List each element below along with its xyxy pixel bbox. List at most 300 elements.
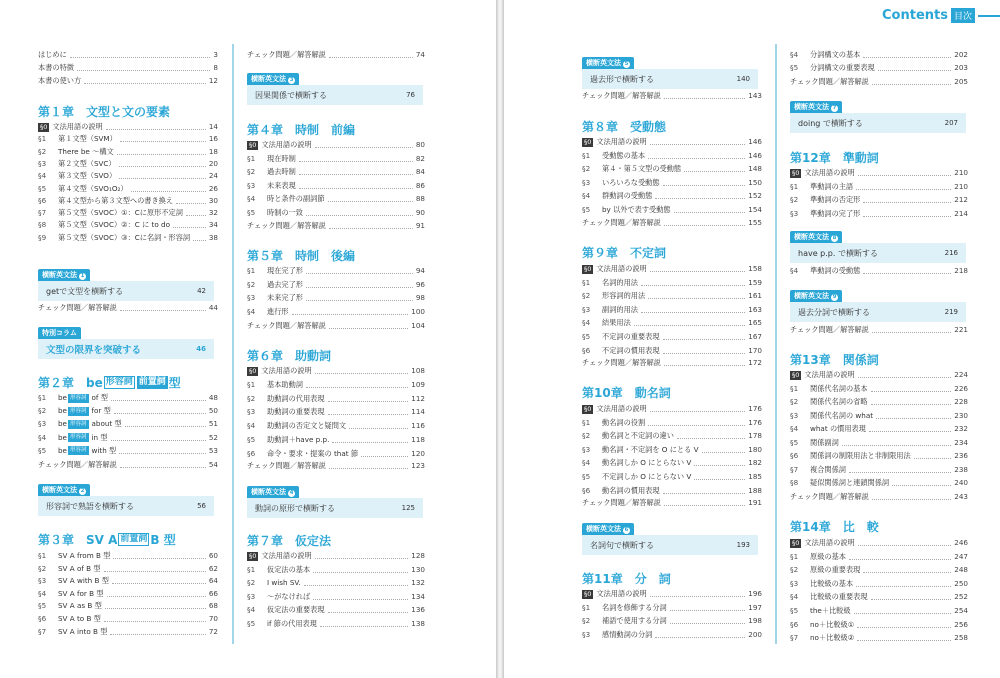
dot-leader [119,178,206,179]
section-number: §2 [582,431,591,441]
page-number: 252 [954,592,968,602]
section-number: §1 [582,150,591,160]
toc-entry[interactable] [790,592,968,602]
entry-text: SV A as B 型 [58,601,102,611]
toc-entry[interactable] [38,159,218,169]
toc-entry[interactable] [38,576,218,586]
section-number: §4 [247,421,256,431]
toc-entry[interactable] [38,460,218,470]
dot-leader [650,144,746,145]
chapter-title: B 型 [150,533,176,547]
entry-text: 現在完了形 [267,266,303,275]
section-number: §2 [582,164,591,173]
section-number: §1 [38,393,47,402]
entry-text: 過去完了形 [267,279,303,289]
page-number: 108 [411,366,425,375]
box-text: 過去形で横断する [590,74,654,84]
section-badge: §0 [40,122,48,131]
box-number: 7 [832,105,837,111]
toc-entry[interactable] [247,50,425,60]
section-number: §2 [38,563,47,573]
chapter-heading[interactable] [247,532,331,549]
section-number: §4 [38,588,47,598]
page-number: 214 [954,208,968,218]
toc-entry[interactable] [790,195,968,205]
box-text: 因果関係で横断する [255,90,327,100]
entry-text: 疑似関係詞と連鎖関係詞 [810,478,890,487]
page-number: 14 [208,122,218,131]
toc-entry[interactable] [247,394,425,404]
entry-text: 不定詞の慣用表現 [602,345,660,355]
toc-entry[interactable] [582,151,762,161]
toc-entry[interactable] [790,182,968,192]
page-number: 154 [748,204,762,214]
toc-entry[interactable] [38,589,218,599]
section-badge: §0 [792,370,800,379]
cross-grammar-label: 横断英文法 [586,525,621,533]
cross-grammar-box[interactable] [38,477,214,516]
toc-entry[interactable] [247,551,425,561]
toc-entry[interactable] [790,209,968,219]
toc-entry[interactable] [582,318,762,328]
entry-text: チェック問題／解答解説 [247,461,326,470]
toc-entry[interactable] [790,325,968,335]
dot-leader [863,273,951,274]
toc-entry[interactable] [38,63,218,73]
cross-grammar-box[interactable] [38,262,214,301]
chapter-heading[interactable] [38,374,181,391]
dot-leader [113,558,205,559]
section-number: §7 [790,633,799,643]
toc-entry[interactable] [247,266,425,276]
toc-entry[interactable] [38,446,218,456]
toc-entry[interactable] [790,478,968,488]
dot-leader [648,158,745,159]
chapter-heading[interactable] [247,347,331,364]
box-page: 125 [401,504,415,512]
toc-entry[interactable] [790,438,968,448]
page-number: 20 [208,158,218,168]
section-number: §5 [247,435,256,444]
entry-text: SV A for B 型 [58,588,104,598]
dot-leader [313,599,408,600]
box-label [247,486,299,498]
page-number: 248 [954,565,968,575]
entry-text: 結果用法 [602,318,631,328]
toc-entry[interactable] [38,393,218,403]
toc-entry[interactable] [790,397,968,407]
page-number: 148 [748,164,762,173]
section-number: §3 [582,629,591,639]
entry-text: what の慣用表現 [810,424,866,433]
dot-leader [858,377,952,378]
chapter-heading[interactable] [38,103,170,120]
page-number: 161 [748,291,762,301]
box-text: getで文型を横断する [46,286,124,296]
page-number: 48 [208,393,218,402]
chapter-heading[interactable] [582,384,671,401]
entry-text: 第５文型（SVOC）②：C に to do [58,220,171,230]
toc-entry[interactable] [38,171,218,181]
toc-entry[interactable] [247,461,425,471]
chapter-heading[interactable] [790,351,879,368]
box-body [38,496,214,516]
section-number: §3 [582,304,591,314]
toc-entry[interactable] [790,411,968,421]
section-number: §5 [38,601,47,611]
toc-entry[interactable] [582,191,762,201]
toc-entry[interactable] [582,445,762,455]
dot-leader [655,198,745,199]
toc-entry[interactable] [247,407,425,417]
page-number: 44 [208,303,218,312]
dot-leader [292,314,409,315]
toc-entry[interactable] [582,218,762,228]
entry-text: 本書の特徴 [38,63,74,72]
box-text: 動詞の原形で横断する [255,503,335,513]
toc-entry[interactable] [582,472,762,482]
chapter-heading[interactable] [790,518,879,535]
entry-text: 文法用語の説明 [261,551,312,560]
toc-entry[interactable] [247,421,425,431]
toc-entry[interactable] [38,433,218,443]
toc-entry[interactable] [582,164,762,174]
toc-entry[interactable] [38,220,218,230]
toc-entry[interactable] [247,154,425,164]
entry-text: 群動詞の受動態 [602,191,653,200]
toc-entry[interactable] [247,293,425,303]
toc-entry[interactable] [790,384,968,394]
toc-entry[interactable] [582,332,762,342]
cross-grammar-box[interactable] [790,283,966,322]
dot-leader [869,431,951,432]
toc-entry[interactable] [582,91,762,101]
chapter-heading[interactable] [247,247,355,264]
page-number: 143 [748,91,762,100]
cross-grammar-box[interactable] [790,94,966,133]
toc-entry[interactable] [582,305,762,315]
page-number: 64 [208,576,218,586]
toc-entry[interactable] [790,633,968,643]
toc-entry[interactable] [582,589,762,599]
page-number: 68 [208,601,218,611]
toc-entry[interactable] [38,614,218,624]
toc-entry[interactable] [582,603,762,613]
toc-entry[interactable] [790,266,968,276]
page-number: 232 [954,424,968,433]
cross-grammar-box[interactable] [582,50,758,89]
entry-text: 関係詞の制限用法と非制限用法 [810,451,911,460]
toc-entry[interactable] [247,321,425,331]
dot-leader [112,583,206,584]
toc-entry[interactable] [247,181,425,191]
toc-entry[interactable] [790,565,968,575]
toc-entry[interactable] [582,137,762,147]
page-number: 30 [208,195,218,205]
cross-grammar-label: 横断英文法 [42,486,77,494]
toc-entry[interactable] [247,592,425,602]
page-number: 188 [748,485,762,495]
toc-entry[interactable] [38,196,218,206]
section-number: §4 [247,306,256,316]
toc-entry[interactable] [582,498,762,508]
section-number: §4 [790,424,799,433]
toc-entry[interactable] [38,134,218,144]
toc-entry[interactable] [247,605,425,615]
toc-entry[interactable] [582,458,762,468]
dot-leader [863,57,951,58]
contents-tag: 目次 [951,8,975,23]
page-number: 203 [954,63,968,73]
dot-leader [328,201,413,202]
toc-entry[interactable] [790,370,968,380]
dot-leader [856,586,951,587]
page-number: 72 [208,626,218,636]
toc-entry[interactable] [582,358,762,368]
dot-leader [871,404,952,405]
entry-text: 感情動詞の分詞 [602,629,653,639]
cross-grammar-box[interactable] [247,66,423,105]
toc-entry[interactable] [790,552,968,562]
page-number: 152 [748,191,762,200]
entry-text: There be ～構文 [58,146,114,156]
toc-entry[interactable] [582,278,762,288]
toc-entry[interactable] [790,63,968,73]
toc-entry[interactable] [247,565,425,575]
toc-entry[interactable] [247,221,425,231]
entry-text: 比較級の重要表現 [810,592,868,602]
page-number: 155 [748,218,762,227]
dot-leader [664,365,745,366]
entry-text: if 節の代用表現 [267,619,317,628]
entry-rest: about 型 [91,419,122,429]
entry-text: be [58,393,67,402]
page-number: 167 [748,332,762,341]
toc-entry[interactable] [582,264,762,274]
dot-leader [670,610,746,611]
toc-entry[interactable] [38,50,218,60]
page-number: 34 [208,220,218,230]
chapter-heading[interactable] [582,244,666,261]
toc-entry[interactable] [790,465,968,475]
entry-text: チェック問題／解答解説 [247,50,326,59]
toc-entry[interactable] [38,208,218,218]
page-number: 8 [213,63,218,72]
dot-leader [663,493,746,494]
chapter-heading[interactable] [38,531,176,548]
cross-grammar-box[interactable] [247,479,423,518]
dot-leader [876,418,951,419]
chapter-heading[interactable] [247,121,355,138]
toc-entry[interactable] [582,346,762,356]
dot-leader [105,608,206,609]
box-text: 名詞句で横断する [590,540,654,550]
section-badge: §0 [249,366,257,375]
section-badge: §0 [792,538,800,547]
section-number: §7 [38,626,47,636]
dot-leader [299,161,413,162]
section-number: §8 [790,478,799,487]
special-column-box[interactable] [38,320,214,359]
dot-leader [872,332,951,333]
toc-entry[interactable] [247,380,425,390]
page-number: 218 [954,266,968,275]
cross-grammar-label: 横断英文法 [42,271,77,279]
section-number: §1 [38,134,47,144]
toc-entry[interactable] [582,431,762,441]
chapter-heading[interactable] [582,118,666,135]
toc-entry[interactable] [38,76,218,86]
toc-entry[interactable] [582,486,762,496]
chapter-heading[interactable] [582,570,671,587]
toc-entry[interactable] [38,601,218,611]
dot-leader [120,310,206,311]
box-label [247,73,299,85]
box-label [582,57,634,69]
section-number: §5 [38,183,47,193]
toc-entry[interactable] [38,406,218,416]
toc-entry[interactable] [247,280,425,290]
entry-text: 文法用語の説明 [52,122,103,131]
dot-leader [349,428,408,429]
page-number: 82 [415,153,425,163]
toc-entry[interactable] [38,233,218,243]
toc-entry[interactable] [247,435,425,445]
section-number: §2 [790,195,799,205]
dot-leader [892,485,951,486]
section-number: §5 [247,619,256,628]
page-number: 112 [411,393,425,403]
toc-entry[interactable] [582,616,762,626]
toc-entry[interactable] [790,77,968,87]
page-number: 138 [411,619,425,628]
cross-grammar-box[interactable] [790,224,966,263]
page-number: 96 [415,279,425,289]
page-number: 159 [748,277,762,287]
entry-text: 第５文型（SVOC）①：Cに原形不定詞 [58,208,183,218]
page-number: 196 [748,589,762,598]
toc-entry[interactable] [790,606,968,616]
toc-entry[interactable] [38,551,218,561]
dot-leader [120,467,206,468]
entry-text: 受動態の基本 [602,150,646,160]
toc-entry[interactable] [790,424,968,434]
dot-leader [858,545,952,546]
toc-entry[interactable] [790,492,968,502]
section-number: §1 [790,551,799,561]
toc-entry[interactable] [247,449,425,459]
entry-text: no＋比較級② [810,633,855,643]
toc-entry[interactable] [582,630,762,640]
dot-leader [329,328,408,329]
toc-entry[interactable] [582,291,762,301]
section-badge: §0 [249,140,257,149]
dot-leader [176,203,206,204]
entry-text: 名詞を修飾する分詞 [602,602,667,612]
toc-entry[interactable] [247,619,425,629]
entry-text: 文法用語の説明 [596,137,647,146]
toc-entry[interactable] [38,303,218,313]
toc-entry[interactable] [247,366,425,376]
toc-entry[interactable] [38,627,218,637]
dot-leader [306,287,413,288]
column-divider [232,44,234,644]
toc-entry[interactable] [247,307,425,317]
contents-header [882,8,1000,23]
toc-entry[interactable] [790,620,968,630]
toc-entry[interactable] [582,178,762,188]
box-number: 6 [624,527,629,533]
toc-entry[interactable] [38,419,218,429]
entry-text: 複合関係詞 [810,464,846,474]
toc-entry[interactable] [582,418,762,428]
dot-leader [328,414,409,415]
toc-entry[interactable] [582,404,762,414]
toc-entry[interactable] [247,194,425,204]
section-number: §6 [38,195,47,205]
dot-leader [111,440,206,441]
chapter-heading[interactable] [790,149,879,166]
dot-leader [648,425,745,426]
toc-entry[interactable] [790,579,968,589]
toc-entry[interactable] [790,50,968,60]
section-number: §7 [38,208,47,218]
entry-text: 動名詞の慣用表現 [602,485,660,495]
page-number: 70 [208,614,218,623]
page-number: 134 [411,591,425,601]
box-text: 文型の限界を突破する [46,345,142,356]
entry-text: 基本助動詞 [267,379,303,389]
dot-leader [674,212,746,213]
cross-grammar-box[interactable] [582,516,758,555]
entry-text: be [58,419,67,429]
section-number: §2 [582,291,591,301]
toc-entry[interactable] [38,184,218,194]
toc-entry[interactable] [790,168,968,178]
chapter-title: 第11章 分 詞 [582,572,671,586]
toc-entry[interactable] [790,451,968,461]
toc-entry[interactable] [38,564,218,574]
entry-text: 関係代名詞の基本 [810,383,868,393]
page-number: 52 [208,432,218,442]
toc-entry[interactable] [247,167,425,177]
chapter-tag: 前置詞 [138,377,166,387]
chapter-title: 第１章 文型と文の要素 [38,105,171,119]
dot-leader [663,339,746,340]
cross-grammar-label: 横断英文法 [794,233,829,241]
section-number: §3 [790,578,799,588]
toc-entry[interactable] [582,205,762,215]
box-label [582,523,634,535]
toc-entry[interactable] [38,147,218,157]
toc-entry[interactable] [38,122,218,132]
dot-leader [863,216,951,217]
chapter-title: 第５章 時制 後編 [247,249,356,263]
toc-entry[interactable] [247,140,425,150]
toc-entry[interactable] [247,578,425,588]
toc-entry[interactable] [790,538,968,548]
box-body [38,281,214,301]
toc-entry[interactable] [247,208,425,218]
section-number: §2 [247,279,256,289]
entry-text: 第２文型（SVC） [58,158,116,168]
section-number: §4 [38,432,47,442]
section-number: §2 [247,393,256,403]
box-body [790,113,966,133]
section-number: §2 [790,397,799,406]
book-gutter [496,0,504,678]
page-number: 98 [415,293,425,303]
